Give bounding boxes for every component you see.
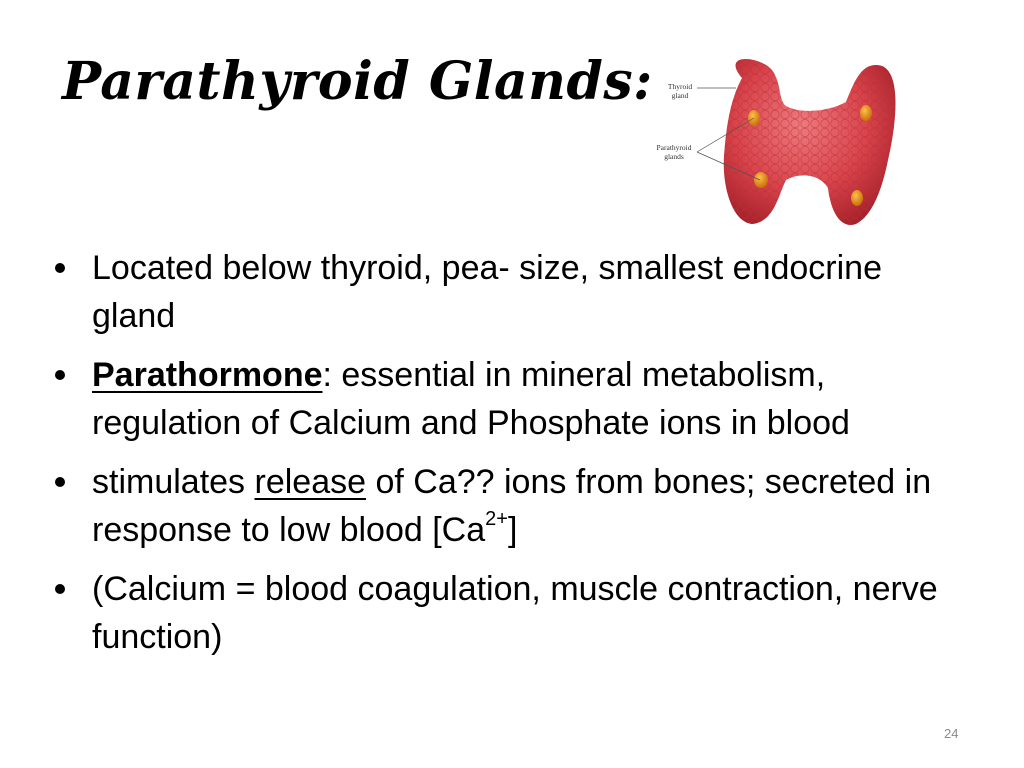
label-thyroid-line1: Thyroid (667, 82, 693, 91)
term-parathormone: Parathormone (92, 356, 323, 394)
label-parathyroid-line1: Parathyroid (656, 143, 692, 152)
bullet-location (52, 244, 952, 340)
parathyroid-gland-lower-left (754, 172, 768, 188)
bullet-calcium-functions-text: (Calcium = blood coagulation, muscle contraction, nerve function) (92, 570, 938, 656)
thyroid-parathyroid-illustration (650, 56, 905, 228)
parathyroid-gland-upper-right (860, 105, 872, 121)
bullet-stimulates-end: ] (507, 511, 518, 549)
parathyroid-gland-lower-right (851, 190, 863, 206)
bullet-dot (55, 584, 65, 594)
term-release: release (254, 463, 367, 501)
bullet-parathormone-text: : essential in mineral metabolism, regulation of Calcium and Phosphate ions in blood (92, 356, 850, 442)
page-number: 24 (944, 726, 959, 741)
bullet-dot (55, 263, 65, 273)
bullet-dot (55, 477, 65, 487)
thyroid-diagram-svg (650, 56, 905, 228)
calcium-charge-superscript: 2+ (485, 507, 508, 530)
label-parathyroid-line2: glands (664, 152, 684, 161)
bullet-location-text: Located below thyroid, pea- size, smallest endocrine gland (92, 249, 882, 335)
bullet-calcium-functions (52, 565, 952, 661)
bullet-dot (55, 370, 65, 380)
bullet-parathormone (52, 351, 952, 447)
label-thyroid-line2: gland (671, 91, 689, 100)
bullet-stimulates-pre: stimulates (92, 463, 255, 501)
slide-title: Parathyroid Glands: (62, 51, 653, 112)
thyroid-gland (724, 59, 896, 225)
bullet-stimulates-mid: of Ca?? ions from bones; secreted in response to low blood [Ca (92, 463, 932, 549)
bullet-stimulates (52, 458, 952, 554)
bullet-list (52, 244, 952, 672)
